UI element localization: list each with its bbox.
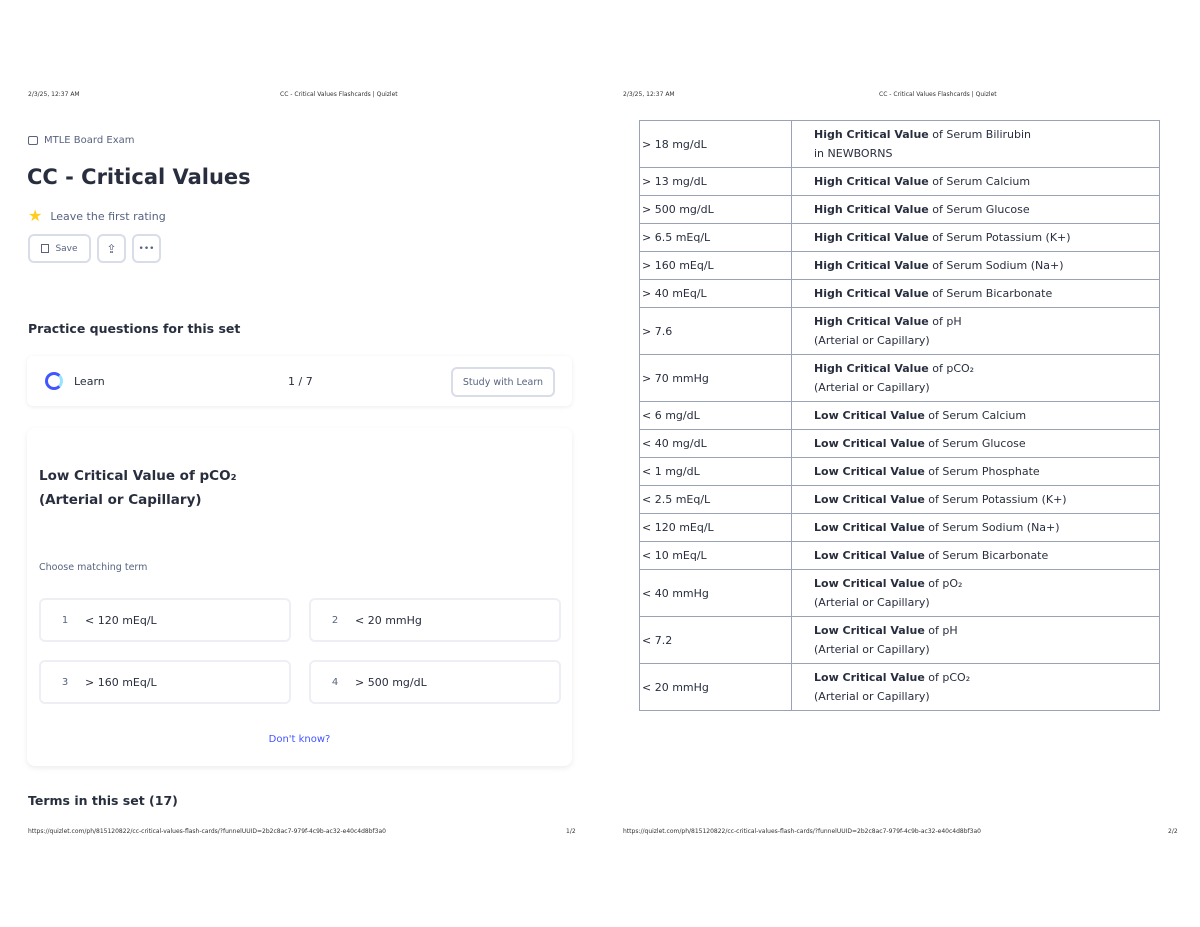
term-definition [792,542,1160,570]
answer-option-3[interactable] [39,660,291,704]
print-url: https://quizlet.com/ph/815120822/cc-critical-values-flash-cards/?funnelUUID=2b2c8ac7-979f-4c9b-ac32-e40c4d8bf3a0 [623,828,981,835]
term-analyte: of pCO₂ [924,671,971,684]
term-row [640,430,1160,458]
option-number: 4 [331,676,339,688]
term-critical-label: Low Critical Value [814,437,925,450]
term-critical-label: High Critical Value [814,231,929,244]
question-card [27,428,572,766]
print-page-number: 1/2 [566,828,576,835]
folder-icon [28,136,38,145]
term-row [640,570,1160,617]
star-icon: ★ [28,206,43,225]
term-analyte: of Serum Potassium (K+) [924,493,1067,506]
option-text: > 500 mg/dL [355,675,427,689]
term-critical-label: Low Critical Value [814,624,925,637]
term-definition [792,168,1160,196]
print-url: https://quizlet.com/ph/815120822/cc-critical-values-flash-cards/?funnelUUID=2b2c8ac7-979f-4c9b-ac32-e40c4d8bf3a0 [28,828,386,835]
term-definition [792,121,1160,168]
term-definition [792,224,1160,252]
learn-bar [27,356,572,406]
term-definition [792,514,1160,542]
term-analyte: of Serum Bicarbonate [924,549,1049,562]
print-doc-title: CC - Critical Values Flashcards | Quizlet [280,91,398,98]
term-row [640,458,1160,486]
term-value: < 10 mEq/L [640,542,792,570]
share-icon: ⇪ [106,241,117,256]
term-qualifier: (Arterial or Capillary) [814,596,930,609]
share-button[interactable] [97,234,126,263]
rating-link[interactable] [28,208,166,224]
term-definition [792,430,1160,458]
term-value: < 40 mmHg [640,570,792,617]
choose-prompt: Choose matching term [39,562,148,573]
term-value: > 6.5 mEq/L [640,224,792,252]
term-definition [792,196,1160,224]
print-doc-title: CC - Critical Values Flashcards | Quizlet [879,91,997,98]
term-critical-label: Low Critical Value [814,671,925,684]
term-qualifier: (Arterial or Capillary) [814,334,930,347]
term-analyte: of pCO₂ [928,362,975,375]
term-critical-label: High Critical Value [814,259,929,272]
term-value: < 6 mg/dL [640,402,792,430]
option-number: 3 [61,676,69,688]
term-value: > 18 mg/dL [640,121,792,168]
print-date: 2/3/25, 12:37 AM [623,91,675,98]
term-row [640,252,1160,280]
term-critical-label: Low Critical Value [814,409,925,422]
term-row [640,486,1160,514]
term-row [640,168,1160,196]
answer-option-2[interactable] [309,598,561,642]
rating-label: Leave the first rating [50,209,166,223]
term-row [640,196,1160,224]
term-definition [792,308,1160,355]
learn-progress: 1 / 7 [288,375,313,388]
term-row [640,542,1160,570]
option-text: < 20 mmHg [355,613,422,627]
print-date: 2/3/25, 12:37 AM [28,91,80,98]
print-page-2 [600,0,1200,927]
term-analyte: of Serum Bilirubin [928,128,1032,141]
question-line-1: Low Critical Value of pCO₂ [39,468,237,484]
term-critical-label: Low Critical Value [814,521,925,534]
term-qualifier: (Arterial or Capillary) [814,643,930,656]
option-number: 1 [61,614,69,626]
study-with-learn-button[interactable]: Study with Learn [451,367,555,397]
term-value: < 120 mEq/L [640,514,792,542]
term-analyte: of Serum Calcium [928,175,1031,188]
term-critical-label: Low Critical Value [814,493,925,506]
answer-option-1[interactable] [39,598,291,642]
term-critical-label: Low Critical Value [814,549,925,562]
term-analyte: of Serum Glucose [928,203,1030,216]
breadcrumb-label: MTLE Board Exam [44,135,135,146]
term-qualifier: (Arterial or Capillary) [814,381,930,394]
learn-icon [45,372,63,390]
save-label: Save [55,243,78,254]
term-analyte: of Serum Sodium (Na+) [924,521,1060,534]
term-row [640,355,1160,402]
more-button[interactable] [132,234,161,263]
term-value: < 20 mmHg [640,664,792,711]
term-row [640,664,1160,711]
term-analyte: of Serum Potassium (K+) [928,231,1071,244]
term-definition [792,355,1160,402]
term-value: > 7.6 [640,308,792,355]
page-title: CC - Critical Values [27,165,251,189]
term-definition [792,570,1160,617]
save-button[interactable] [28,234,91,263]
learn-label: Learn [74,375,105,388]
term-row [640,280,1160,308]
practice-heading: Practice questions for this set [28,321,241,336]
terms-table [639,120,1160,711]
option-number: 2 [331,614,339,626]
term-value: > 13 mg/dL [640,168,792,196]
term-critical-label: High Critical Value [814,315,929,328]
set-actions [28,234,161,263]
term-row [640,224,1160,252]
term-definition [792,617,1160,664]
dont-know-link[interactable]: Don't know? [268,734,331,745]
term-analyte: of Serum Bicarbonate [928,287,1053,300]
term-definition [792,280,1160,308]
term-critical-label: High Critical Value [814,128,929,141]
term-value: > 160 mEq/L [640,252,792,280]
term-analyte: of Serum Glucose [924,437,1026,450]
term-definition [792,486,1160,514]
term-definition [792,458,1160,486]
option-text: < 120 mEq/L [85,613,157,627]
more-icon: ••• [138,243,155,254]
option-text: > 160 mEq/L [85,675,157,689]
term-qualifier: (Arterial or Capillary) [814,690,930,703]
question-line-2: (Arterial or Capillary) [39,492,202,508]
answer-option-4[interactable] [309,660,561,704]
term-analyte: of pH [924,624,958,637]
term-value: < 7.2 [640,617,792,664]
terms-heading: Terms in this set (17) [28,793,178,808]
term-row [640,308,1160,355]
term-analyte: of Serum Calcium [924,409,1027,422]
term-critical-label: Low Critical Value [814,577,925,590]
term-row [640,121,1160,168]
breadcrumb[interactable] [28,135,134,146]
term-analyte: of Serum Sodium (Na+) [928,259,1064,272]
terms-table-body [640,121,1160,711]
term-definition [792,402,1160,430]
term-value: > 500 mg/dL [640,196,792,224]
term-critical-label: High Critical Value [814,203,929,216]
term-analyte: of pO₂ [924,577,963,590]
term-critical-label: Low Critical Value [814,465,925,478]
term-analyte: of Serum Phosphate [924,465,1040,478]
term-definition [792,664,1160,711]
term-value: < 40 mg/dL [640,430,792,458]
print-page-number: 2/2 [1168,828,1178,835]
term-row [640,617,1160,664]
term-qualifier: in NEWBORNS [814,147,893,160]
term-critical-label: High Critical Value [814,362,929,375]
term-value: < 1 mg/dL [640,458,792,486]
term-row [640,514,1160,542]
question-text [39,464,236,512]
term-analyte: of pH [928,315,962,328]
bookmark-icon [41,244,49,253]
term-value: < 2.5 mEq/L [640,486,792,514]
term-definition [792,252,1160,280]
term-value: > 70 mmHg [640,355,792,402]
term-critical-label: High Critical Value [814,175,929,188]
term-row [640,402,1160,430]
term-critical-label: High Critical Value [814,287,929,300]
term-value: > 40 mEq/L [640,280,792,308]
